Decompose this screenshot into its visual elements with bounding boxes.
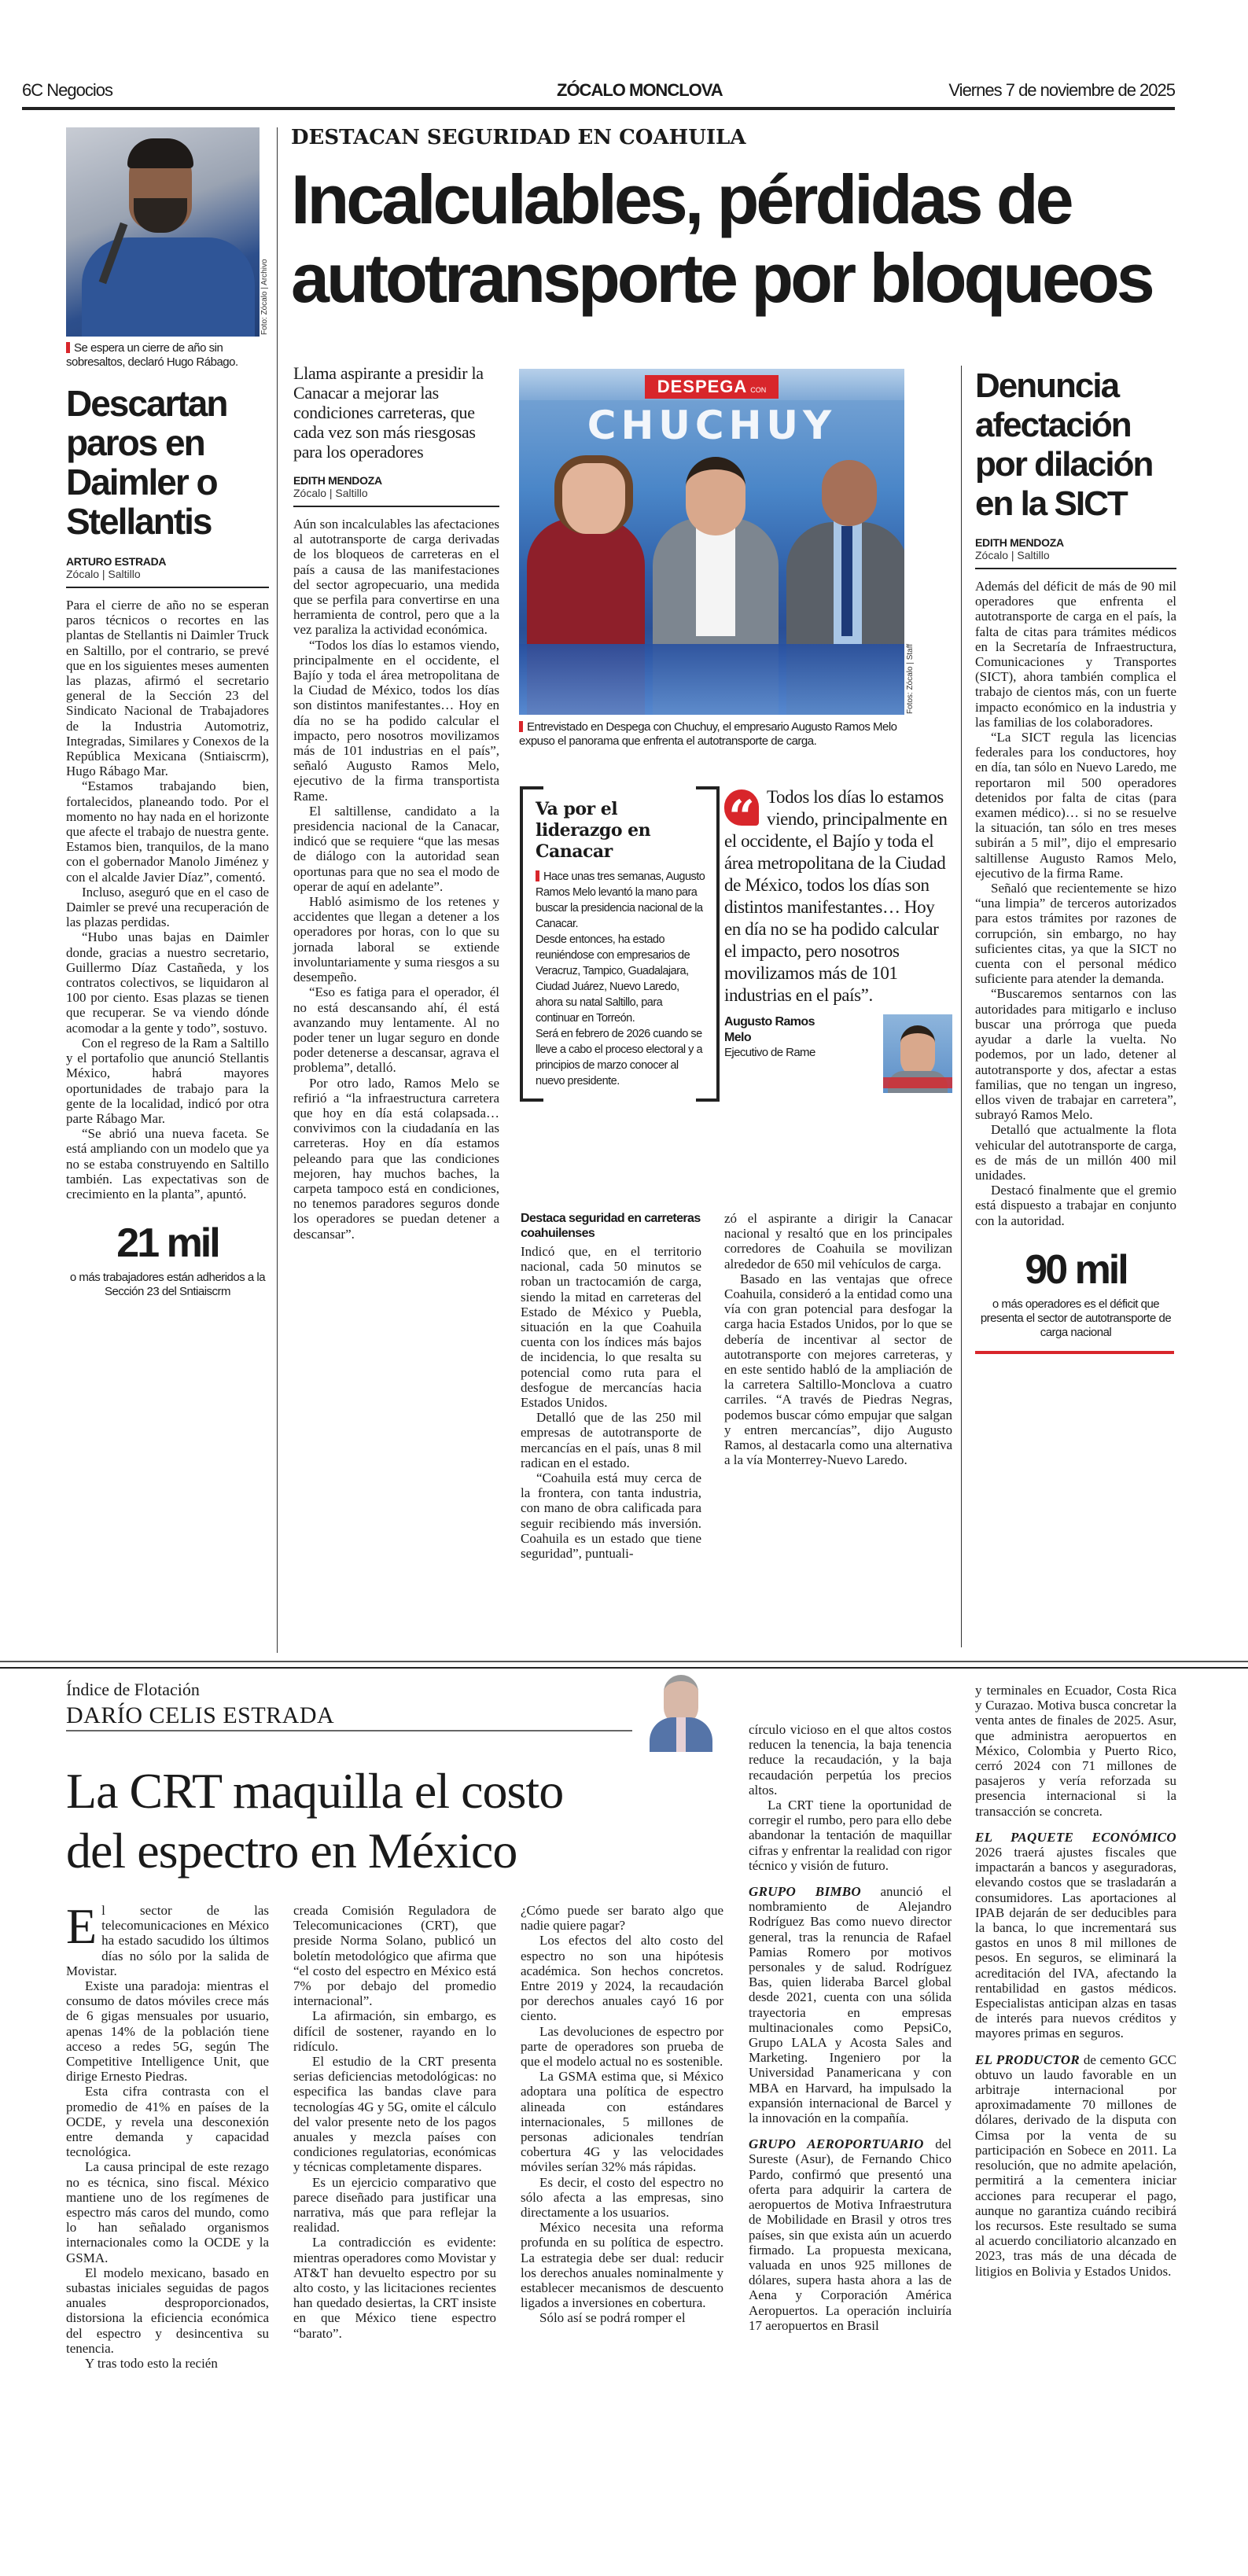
byline-author: ARTURO ESTRADA [66,555,167,568]
right-story-byline [975,536,1176,569]
brief-kicker: GRUPO AEROPORTUARIO [749,2136,924,2152]
sidebar-body [536,869,705,1089]
main-headline [291,160,1172,318]
paragraph: La GSMA estima que, si México adoptara una política de espectro alineada con estándares internacionales, 5 millones de personas adicionales tendrían cobertura 4G y las velocidades móviles serían 32% más rápidas. [521,2069,723,2175]
column-text-5: y terminales en Ecuador, Costa Rica y Curazao. Motiva busca concretar la venta antes de finales de 2025. Asur, que administra aeropuertos en México, Colombia y Puerto Rico, cerró 2024 con 71 millones de pasajeros y vería reforzada su presencia internacional si la transacción se concreta. EL PAQUETE ECONÓMICO 2026 traerá ajustes fiscales que impactarán a bancos y aseguradoras, elevando costos que se trasladarán a consumidores. Las aportaciones al IPAB dejarán de ser deducibles para la banca, lo que incrementará sus gastos en unos 8 mil millones de pesos. En seguros, se eliminará la acreditación del IVA, afectando la rentabilidad en gastos médicos. Especialistas anticipan alzas en tasas de interés para nuevos créditos y mayores primas en seguros. EL PRODUCTOR de cemento GCC obtuvo un laudo favorable en un arbitraje internacional por aproximadamente 70 millones de dólares, derivado de la disputa con Cimsa por la venta de su participación en Sobece en 2011. La resolución, que no admite apelación, permitirá a la cementera iniciar acciones para recuperar el pago, aunque no garantiza cuándo recibirá los recursos. Este resultado se suma al acuerdo conciliatorio alcanzado en 2023, tras más de una década de litigios en Bolivia y Estados Unidos. [975,1683,1176,2279]
headline-line-1: La CRT maquilla el costo [66,1763,564,1819]
right-stat-box [975,1247,1176,1340]
left-story [66,127,269,1299]
paragraph: “Buscaremos sentarnos con las autoridades para mitigarlo e incluso buscar una prórroga que pueda ayudar a darle la vuelta. No podemos, por un lado, detener al autotransporte y dos, afectar a estas familias, que no tengan un ingreso, ellos viven de trabajar en carretera”, subrayó Ramos Melo. [975,986,1176,1123]
byline-location: Zócalo | Saltillo [66,568,141,580]
column-text-3 [521,1903,723,2326]
paragraph: La contradicción es evidente: mientras operadores como Movistar y AT&T han devuelto espectro por su alto costo, y las licitaciones recientes han quedado desiertas, la CRT insiste en que México tiene espectro “barato”. [293,2235,496,2341]
byline-author: EDITH MENDOZA [975,536,1064,549]
paragraph: zó el aspirante a dirigir la Canacar nacional y resaltó que en los principales corredores de Coahuila se movilizan alrededor de 650 mil vehículos de carga. [724,1211,952,1271]
paragraph: Por otro lado, Ramos Melo se refirió a “la infraestructura carretera que hoy en día está colapsada… convivimos con la ciudadanía en las carreteras. Hoy en día estamos peleando para que las condiciones mejoren, hay muchos baches, la carpeta tampoco está en condiciones, no tenemos paradores seguros donde los operadores se puedan detener a descansar”. [293,1075,499,1242]
paragraph: Los efectos del alto costo del espectro no son una hipótesis académica. Son hechos concretos. Entre 2019 y 2024, la recaudación por derechos anuales cayó 16 por ciento. [521,1933,723,2024]
paragraph: ¿Cómo puede ser barato algo que nadie quiere pagar? [521,1903,723,1934]
brief-kicker: GRUPO BIMBO [749,1884,861,1900]
show-title: CHUCHUY [587,403,837,448]
paragraph: Indicó que, en el territorio nacional, cada 50 minutos se roban un tractocamión de carga, siendo la mitad en carreteras del Estado de México y Puebla, situación en la que Coahuila cuenta con los índices más bajos de incidencia, lo que resalta su potencial como ruta para el desfogue de mercancías hacia Estados Unidos. [521,1244,701,1411]
paragraph: Para el cierre de año no se esperan paros técnicos o recortes en las plantas de Stellantis ni Daimler Truck en Saltillo, por el contrario, se prevé que en los siguientes meses aumenten las plazas, afirmó el secretario general de la Sección 23 del Sindicato Nacional de Trabajadores de la Industria Automotriz, Integradas, Similares y Conexos de la República Mexicana (Sntiaiscrm), Hugo Rábago Mar. [66,598,269,779]
sidebar-title: Va por el liderazgo en Canacar [536,799,651,862]
paragraph: Además del déficit de más de 90 mil operadores que enfrenta el autotransporte de carga en el país, la falta de citas para trámites médicos en la Secretaría de Infraestructura, Comunicaciones y Transportes (SICT), ahora también complica el trabajo de cientos más, con un fuerte impacto económico en la industria y las familias de los colaboradores. [975,579,1176,730]
show-banner: DESPEGA CON [645,375,779,399]
paragraph: “Coahuila está muy cerca de la frontera, con tanta industria, con mano de obra calificada para seguir recibiendo más inversión. Coahuila es un estado que tiene seguridad”, puntuali- [521,1470,701,1562]
augusto-ramos-headshot [883,1014,952,1093]
main-story-column-3 [521,1244,701,1561]
issue-date: Viernes 7 de noviembre de 2025 [948,80,1175,100]
paragraph: “La SICT regula las licencias federales para los conductores, hoy en día, tan sólo en Nuevo Laredo, me reportaron mil 500 operadores detenidos por falta de citas (para examen médico)… si no se resuelve la situación, tan sólo en tres meses subirán a 5 mil”, dijo el empresario saltillense Augusto Ramos Melo, ejecutivo de la firma Rame. [975,730,1176,881]
column-author: DARÍO CELIS ESTRADA [66,1702,632,1731]
caption-marker-icon [519,721,523,732]
paragraph: Habló asimismo de los retenes y accidentes que llegan a detener a los operadores por horas, con lo que su jornada laboral se extiende involuntariamente y suma riesgos a su desempeño. [293,894,499,985]
sidebar-box [520,786,720,1102]
paragraph: “Estamos trabajando bien, fortalecidos, planeando todo. Por el momento no hay nada en el horizonte que afecte el trabajo de nuestra gente. Estamos bien, tranquilos, de la mano con el gobernador Manolo Jiménez y con el alcalde Javier Díaz”, comentó. [66,778,269,885]
sidebar-paragraph: Hace unas tres semanas, Augusto Ramos Melo levantó la mano para buscar la presidencia nacional de la Canacar. [536,870,705,930]
right-story-headline: Denuncia afectación por dilación en la SICT [975,366,1153,523]
left-story-body [66,598,269,1202]
paragraph: El estudio de la CRT presenta serias deficiencias metodológicas: no especifica las bandas clave para tecnologías 4G y 5G, omite el cálculo del valor presente neto de los pagos anuales y mezcla países con condiciones regulatorias, económicas y técnicas completamente dispares. [293,2054,496,2175]
hugo-rabago-photo [66,127,260,337]
sidebar-paragraph: Desde entonces, ha estado reuniéndose con empresarios de Veracruz, Tampico, Guadalajara, Ciudad Juárez, Nuevo Laredo, ahora su natal Saltillo, para continuar en Torreón. [536,933,690,1025]
paragraph: Destacó finalmente que el gremio está dispuesto a trabajar en conjunto con la autoridad. [975,1183,1176,1228]
sidebar-marker-icon [536,870,539,881]
paragraph: Incluso, aseguró que en el caso de Daimler se prevé una recuperación de las plazas perdidas. [66,884,269,930]
paragraph: Sólo así se podrá romper el [539,2310,686,2326]
headline-line-2: autotransporte por bloqueos [291,239,1152,317]
paragraph: “Todos los días lo estamos viendo, principalmente en el occidente, el Bajío y toda el área metropolitana de la Ciudad de México, todos los días son distintos manifestantes… Hoy en día no se ha podido calcular el impacto, pero nosotros movilizamos más de 101 industrias en el país”, señaló Augusto Ramos Melo, ejecutivo de la firma transportista Rame. [293,637,499,804]
main-story-column-3-wrap [521,1211,701,1561]
paragraph: Con el regreso de la Ram a Saltillo y el portafolio que anunció Stellantis México, habrá mayores oportunidades de trabajo para la gente de la localidad, indicó por otra parte Rábago Mar. [66,1035,269,1126]
quote-attribution-name: Augusto Ramos Melo [724,1015,815,1044]
column-text-2 [293,1903,496,2341]
column-text-4: círculo vicioso en el que altos costos reducen la tenencia, la baja tenencia reduce la recaudación, y la baja recaudación perpetúa los precios altos. La CRT tiene la oportunidad de corregir el rumbo, pero para ello debe abandonar la tentación de maquillar cifras y enfrentar la realidad con rigor técnico y visión de futuro. GRUPO BIMBO anunció el nombramiento de Alejandro Rodríguez Bas como nuevo director general, tras la renuncia de Rafael Pamias Romero por motivos personales y de salud. Rodríguez Bas, quien lideraba Barcel global desde 2021, cuenta con una sólida trayectoria en empresas multinacionales como PepsiCo, Grupo LALA y Acosta Sales and Marketing. Ingeniero por la Universidad Panamericana y con MBA en Harvard, ha impulsado la expansión internacional de Barcel y la innovación en la compañía. GRUPO AEROPORTUARIO del Sureste (Asur), de Fernando Chico Pardo, confirmó que presentó una oferta para adquirir la cartera de aeropuertos de Motiva Infraestrutura de Mobilidade en Brasil y otros tres países, sin que exista aún un acuerdo firmado. La propuesta mexicana, valuada en unos 925 millones de dólares, supera hasta ahora a las de Aena y Corporación América Aeropuertos. La operación incluiría 17 aeropuertos en Brasil [749,1722,952,2333]
brief-kicker: EL PAQUETE ECONÓMICO [975,1829,1176,1845]
byline-author: EDITH MENDOZA [293,474,382,487]
column-divider [961,366,962,1647]
paragraph: Las devoluciones de espectro por parte de operadores son prueba de que el modelo actual no es sostenible. [521,2023,723,2070]
main-byline [293,474,499,507]
byline-location: Zócalo | Saltillo [293,487,368,499]
main-story-column-1-wrap [293,363,499,1242]
headline-line-1: Incalculables, pérdidas de [291,160,1071,238]
paragraph: Señaló que recientemente se hizo “una limpia” de terceros autorizados para estos trámites por razones de corrupción, sin embargo, no hay suficientes citas, ya que la SICT no cuenta con el personal médico suficiente para atender la demanda. [975,881,1176,987]
page-header [22,75,1175,110]
photo-credit: Foto: Zócalo | Archivo [260,259,269,335]
paragraph: México necesita una reforma profunda en su política de espectro. La estrategia debe ser dual: reducir los derechos anuales nominalmente y establecer mecanismos de descuento ligados a inversiones en cobertura. [521,2220,723,2311]
paragraph: El saltillense, candidato a la presidencia nacional de la Canacar, indicó que se requiere “que las mesas de diálogo con la autoridad sean oportunas para que no sea el modo de operar de aquí en adelante”. [293,803,499,894]
newspaper-name: ZÓCALO MONCLOVA [557,80,723,100]
stat-caption: o más operadores es el déficit que presenta el sector de autotransporte de carga nacional [980,1297,1172,1339]
main-deck: Llama aspirante a presidir la Canacar a mejorar las condiciones carreteras, que cada vez son más riesgosas para los operadores [293,363,484,462]
photo-credit: Fotos: Zócalo | Staff [906,643,915,714]
main-story-column-4 [724,1211,952,1467]
left-story-byline [66,555,269,588]
stat-caption: o más trabajadores están adheridos a la Sección 23 del Sntiaiscrm [69,1271,266,1299]
paragraph: La afirmación, sin embargo, es difícil de sostener, rayando en lo ridículo. [293,2008,496,2054]
photo-caption: Se espera un cierre de año sin sobresaltos, declaró Hugo Rábago. [66,341,238,369]
pull-quote [724,786,952,1093]
column-divider [277,127,278,1653]
column-text-1: El sector de las telecomunicaciones en México ha estado sacudido los últimos días no sólo por la salida de Movistar. Existe una paradoja: mientras el consumo de datos móviles crece más de 6 gigas mensuales por usuario, apenas 14% de la población tiene acceso a redes 5G, según The Competitive Intelligence Unit, que dirige Ernesto Piedras. Esta cifra contrasta con el promedio de 41% en países de la OCDE, y revela una desconexión entre demanda y capacidad tecnológica. La causa principal de este rezago no es técnica, sino fiscal. México mantiene uno de los regímenes de espectro más caros del mundo, como lo han señalado organismos internacionales como la OCDE y la GSMA. El modelo mexicano, basado en subastas iniciales seguidas de pagos anuales desproporcionados, distorsiona la eficiencia económica del espectro y desincentiva su tenencia. Y tras todo esto la recién [66,1898,269,2372]
right-story-body [975,579,1176,1228]
paragraph: Basado en las ventajas que ofrece Coahuila, consideró a la entidad como una vía con gran potencial para desfogar la carga hacia Estados Unidos, por lo que se debería de incentivar al sector de autotransporte con mejores carreteras, y en este sentido habló de la ampliación de la carretera Saltillo-Monclova a cuatro carriles. “A través de Piedras Negras, podemos buscar cómo empujar que salgan y entren mercancías”, dijo Augusto Ramos, al destacarla como una alternativa a la vía Monterrey-Nuevo Laredo. [724,1271,952,1468]
byline-location: Zócalo | Saltillo [975,549,1050,561]
quote-icon: “ [724,789,759,826]
paragraph: “Eso es fatiga para el operador, él no está descansando ahí, él está avanzando muy lentamente. Al no poder tener un lugar seguro en donde poder detenerse a descansar, agrava el problema”, detalló. [293,984,499,1076]
paragraph: “Hubo unas bajas en Daimler donde, gracias a nuestro secretario, Guillermo Díaz Castañeda, y los contratos colectivos, se liquidaron al 100 por ciento. Esas plazas se tienen que recuperar. Se va viendo dónde acomodar a la gente y todo”, sostuvo. [66,929,269,1036]
column-name: Índice de Flotación [66,1680,200,1699]
right-story [975,366,1176,1354]
stat-value: 21 mil [116,1220,219,1267]
paragraph: Detalló que actualmente la flota vehicular del autotransporte de carga, es de más de un millón 400 mil unidades. [975,1122,1176,1183]
headline-line-2: del espectro en México [66,1823,517,1879]
red-rule [975,1351,1174,1354]
paragraph: Es un ejercicio comparativo que parece diseñado para justificar una narrativa, más que para reflejar la realidad. [293,2174,496,2236]
caption-marker-icon [66,342,70,353]
dario-celis-headshot [650,1670,712,1752]
pull-quote-text: Todos los días lo estamos viendo, principalmente en el occidente, el Bajío y toda el área metropolitana de la Ciudad de México, todos los días son distintos manifestantes… Hoy en día no se ha podido calcular el impacto, pero nosotros movilizamos más de 101 industrias en el país”. [724,787,948,1005]
paragraph: “Se abrió una nueva faceta. Se está ampliando con un modelo que ya no se estaba construyendo en Saltillo también. Las expectativas son de crecimiento en la planta”, apuntó. [66,1126,269,1202]
main-story-column-1 [293,517,499,1242]
left-stat-box [66,1220,269,1299]
brief-kicker: EL PRODUCTOR [975,2052,1080,2067]
paragraph: Detalló que de las 250 mil empresas de autotransporte de mercancías en el país, unas 8 mil radican en el estado. [521,1410,701,1470]
main-subhead: Destaca seguridad en carreteras coahuilenses [521,1212,701,1240]
paragraph: Aún son incalculables las afectaciones al autotransporte de carga derivadas de los bloqueos de carreteras en el país a causa de las manifestaciones del sector agropecuario, una medida que se perfila para convertirse en una herramienta de control, pero que a la vez paraliza la actividad económica. [293,517,499,638]
despega-chuchuy-photo [519,369,904,715]
sidebar-paragraph: Será en febrero de 2026 cuando se lleve a cabo el proceso electoral y a principios de marzo conocer al nuevo presidente. [536,1028,703,1087]
section-divider [0,1661,1248,1669]
kicker: DESTACAN SEGURIDAD EN COAHUILA [291,126,746,149]
quote-attribution-role: Ejecutivo de Rame [724,1046,815,1059]
section-label: 6C Negocios [22,80,112,100]
paragraph: creada Comisión Reguladora de Telecomunicaciones (CRT), que preside Norma Solano, publicó un boletín metodológico que afirma que “el costo del espectro en México está 7% por debajo del promedio internacional”. [293,1903,496,2009]
main-photo-caption: Entrevistado en Despega con Chuchuy, el empresario Augusto Ramos Melo expuso el panorama que enfrenta el autotransporte de carga. [519,720,897,748]
drop-cap: E [66,1898,98,1954]
stat-value: 90 mil [1025,1246,1127,1293]
paragraph: Es decir, el costo del espectro no sólo afecta a las empresas, sino directamente a los usuarios. [521,2174,723,2221]
left-story-headline: Descartan paros en Daimler o Stellantis [66,383,227,542]
column-headline [66,1761,711,1881]
